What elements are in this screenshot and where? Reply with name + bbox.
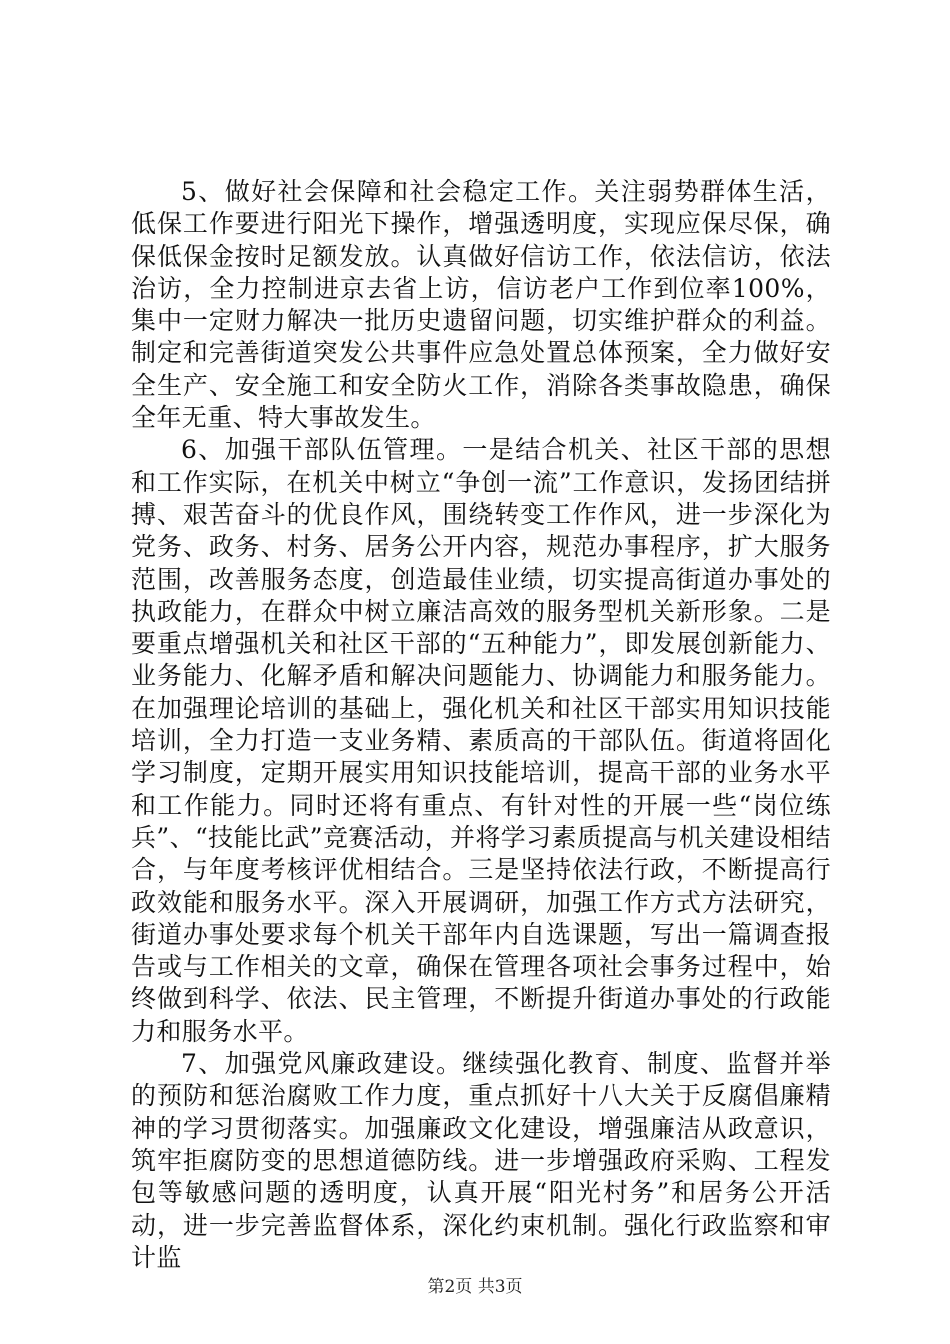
- page-total: 共3页: [477, 1277, 523, 1297]
- document-body: [131, 176, 831, 1274]
- paragraph-social-security: 5、做好社会保障和社会稳定工作。关注弱势群体生活，低保工作要进行阳光下操作，增强透明度，实现应保尽保，确保低保金按时足额发放。认真做好信访工作，依法信访，依法治访，全力控制进京去省上访，信访老户工作到位率100%，集中一定财力解决一批历史遗留问题，切实维护群众的利益。制定和完善街道突发公共事件应急处置总体预案，全力做好安全生产、安全施工和安全防火工作，消除各类事故隐患，确保全年无重、特大事故发生。: [131, 177, 831, 433]
- page-number: 第2页: [427, 1277, 473, 1297]
- page-footer: [0, 1276, 950, 1298]
- paragraph-party-integrity: 7、加强党风廉政建设。继续强化教育、制度、监督并举的预防和惩治腐败工作力度，重点抓好十八大关于反腐倡廉精神的学习贯彻落实。加强廉政文化建设，增强廉洁从政意识，筑牢拒腐防变的思想道德防线。进一步增强政府采购、工程发包等敏感问题的透明度，认真开展“阳光村务”和居务公开活动，进一步完善监督体系，深化约束机制。强化行政监察和审计监: [131, 1049, 831, 1272]
- paragraph-cadre-management: 6、加强干部队伍管理。一是结合机关、社区干部的思想和工作实际，在机关中树立“争创一流”工作意识，发扬团结拼搏、艰苦奋斗的优良作风，围绕转变工作作风，进一步深化为党务、政务、村务、居务公开内容，规范办事程序，扩大服务范围，改善服务态度，创造最佳业绩，切实提高街道办事处的执政能力，在群众中树立廉洁高效的服务型机关新形象。二是要重点增强机关和社区干部的“五种能力”，即发展创新能力、业务能力、化解矛盾和解决问题能力、协调能力和服务能力。在加强理论培训的基础上，强化机关和社区干部实用知识技能培训，全力打造一支业务精、素质高的干部队伍。街道将固化学习制度，定期开展实用知识技能培训，提高干部的业务水平和工作能力。同时还将有重点、有针对性的开展一些“岗位练兵”、“技能比武”竞赛活动，并将学习素质提高与机关建设相结合，与年度考核评优相结合。三是坚持依法行政，不断提高行政效能和服务水平。深入开展调研，加强工作方式方法研究，街道办事处要求每个机关干部年内自选课题，写出一篇调查报告或与工作相关的文章，确保在管理各项社会事务过程中，始终做到科学、依法、民主管理，不断提升街道办事处的行政能力和服务水平。: [131, 435, 831, 1046]
